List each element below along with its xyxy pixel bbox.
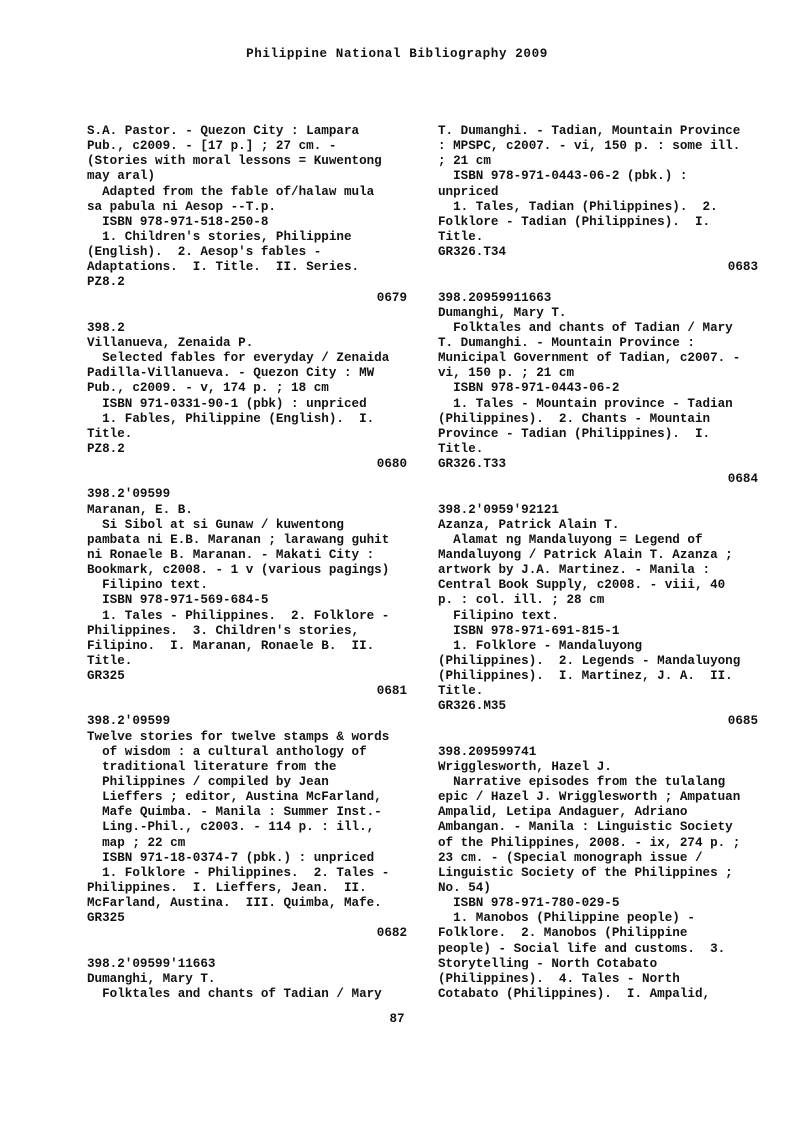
text-line: 1. Tales - Mountain province - Tadian [438,396,733,411]
text-line: epic / Hazel J. Wrigglesworth ; Ampatuan [438,790,741,805]
text-line: of wisdom : a cultural anthology of [87,744,367,759]
text-line: ISBN 978-971-0443-06-2 (pbk.) : [438,169,688,184]
text-line: Folklore - Tadian (Philippines). I. [438,214,711,229]
text-line: vi, 150 p. ; 21 cm [438,366,575,381]
text-line: sa pabula ni Aesop --T.p. [87,199,276,214]
text-line: Maranan, E. B. [87,502,193,517]
text-line [438,275,758,290]
text-line: Si Sibol at si Gunaw / kuwentong [87,517,344,532]
text-line: 1. Tales - Philippines. 2. Folklore - [87,608,390,623]
text-line [438,487,758,502]
text-line: Adaptations. I. Title. II. Series. [87,260,360,275]
text-line: : MPSPC, c2007. - vi, 150 p. : some ill. [438,139,741,154]
text-line: T. Dumanghi. - Mountain Province : [438,335,695,350]
text-line: (Philippines). 2. Chants - Mountain [438,411,711,426]
text-line: ISBN 978-971-691-815-1 [438,623,620,638]
text-line: Ampalid, Letipa Andaguer, Adriano [438,805,688,820]
text-line: Selected fables for everyday / Zenaida [87,351,390,366]
text-line: Title. [438,441,484,456]
text-line: Cotabato (Philippines). I. Ampalid, [438,987,711,1002]
text-line: 1. Children's stories, Philippine [87,229,352,244]
entry-number: 0685 [727,714,758,729]
text-line: 1. Fables, Philippine (English). I. [87,411,375,426]
entry-number: 0682 [376,926,407,941]
text-line: 23 cm. - (Special monograph issue / [438,850,703,865]
text-line: Pub., c2009. - [17 p.] ; 27 cm. - [87,139,337,154]
text-line [87,472,407,487]
text-line: GR326.M35 [438,699,507,714]
right-column [438,124,758,1002]
text-line: Folktales and chants of Tadian / Mary [87,987,382,1002]
text-line: 1. Folklore - Mandaluyong [438,638,643,653]
text-line: Dumanghi, Mary T. [87,971,216,986]
text-line: 1. Tales, Tadian (Philippines). 2. [438,199,718,214]
text-line: Folktales and chants of Tadian / Mary [438,320,733,335]
text-line: Filipino. I. Maranan, Ronaele B. II. [87,638,375,653]
text-line: Villanueva, Zenaida P. [87,335,254,350]
text-line: ; 21 cm [438,154,491,169]
text-line [87,306,407,321]
text-line: ni Ronaele B. Maranan. - Makati City : [87,547,375,562]
left-column [87,124,407,1002]
text-line: Azanza, Patrick Alain T. [438,517,620,532]
text-line: map ; 22 cm [87,835,186,850]
text-line [87,699,407,714]
text-line: (Philippines). 4. Tales - North [438,971,680,986]
page-number: 87 [389,1012,405,1026]
text-line: Ambangan. - Manila : Linguistic Society [438,820,733,835]
text-line: Title. [87,653,133,668]
text-line: 398.20959911663 [438,290,552,305]
page-header: Philippine National Bibliography 2009 [246,47,548,61]
entry-number: 0684 [727,472,758,487]
text-line: Province - Tadian (Philippines). I. [438,426,711,441]
text-line: of the Philippines, 2008. - ix, 274 p. ; [438,835,741,850]
text-line: 398.2 [87,320,125,335]
text-line: No. 54) [438,881,491,896]
text-line: GR325 [87,669,125,684]
entry-number: 0681 [376,684,407,699]
text-line: ISBN 978-971-780-029-5 [438,896,620,911]
text-line: (Stories with moral lessons = Kuwentong [87,154,382,169]
text-line: 398.2'09599'11663 [87,956,216,971]
text-line: Wrigglesworth, Hazel J. [438,759,612,774]
text-line: ISBN 971-18-0374-7 (pbk.) : unpriced [87,850,375,865]
text-line: Central Book Supply, c2008. - viii, 40 [438,578,726,593]
text-line: 398.209599741 [438,744,537,759]
text-line: McFarland, Austina. III. Quimba, Mafe. [87,896,382,911]
text-line: 398.2'0959'92121 [438,502,559,517]
text-line: Twelve stories for twelve stamps & words [87,729,390,744]
text-line: Mafe Quimba. - Manila : Summer Inst.- [87,805,382,820]
text-line: ISBN 971-0331-90-1 (pbk) : unpriced [87,396,367,411]
text-line: Narrative episodes from the tulalang [438,775,726,790]
text-line: 1. Folklore - Philippines. 2. Tales - [87,865,390,880]
text-line: 398.2'09599 [87,714,171,729]
text-line: 398.2'09599 [87,487,171,502]
text-line: pambata ni E.B. Maranan ; larawang guhit [87,532,390,547]
entry-number: 0680 [376,457,407,472]
text-line: (English). 2. Aesop's fables - [87,245,322,260]
text-line: ISBN 978-971-569-684-5 [87,593,269,608]
text-line [438,730,758,745]
text-line: Bookmark, c2008. - 1 v (various pagings) [87,563,390,578]
text-line: Pub., c2009. - v, 174 p. ; 18 cm [87,381,329,396]
text-line: Title. [438,229,484,244]
text-line: Mandaluyong / Patrick Alain T. Azanza ; [438,547,733,562]
text-line: Filipino text. [87,578,208,593]
text-line: (Philippines). I. Martinez, J. A. II. [438,669,733,684]
text-line: Alamat ng Mandaluyong = Legend of [438,532,703,547]
text-line: Dumanghi, Mary T. [438,305,567,320]
text-line: p. : col. ill. ; 28 cm [438,593,605,608]
text-line: Title. [87,426,133,441]
entry-number: 0679 [376,290,407,305]
text-line: S.A. Pastor. - Quezon City : Lampara [87,124,360,138]
text-line: traditional literature from the [87,759,337,774]
text-line: Municipal Government of Tadian, c2007. - [438,351,741,366]
text-line: GR325 [87,911,125,926]
text-line: may aral) [87,169,156,184]
text-line: Philippines. I. Lieffers, Jean. II. [87,881,367,896]
text-line: Philippines. 3. Children's stories, [87,623,360,638]
text-line: Filipino text. [438,608,559,623]
text-line: PZ8.2 [87,275,125,290]
text-line: unpriced [438,184,499,199]
text-line: Ling.-Phil., c2003. - 114 p. : ill., [87,820,375,835]
text-line: Storytelling - North Cotabato [438,956,658,971]
text-line: (Philippines). 2. Legends - Mandaluyong [438,653,741,668]
text-line: Linguistic Society of the Philippines ; [438,865,733,880]
text-line: GR326.T34 [438,245,507,260]
text-line: Padilla-Villanueva. - Quezon City : MW [87,366,375,381]
text-line: ISBN 978-971-0443-06-2 [438,381,620,396]
text-line: PZ8.2 [87,441,125,456]
text-line: Title. [438,684,484,699]
text-line: 1. Manobos (Philippine people) - [438,911,695,926]
text-line: artwork by J.A. Martinez. - Manila : [438,563,711,578]
text-line: Philippines / compiled by Jean [87,775,329,790]
entry-number: 0683 [727,260,758,275]
text-line [87,942,407,957]
text-line: ISBN 978-971-518-250-8 [87,214,269,229]
text-line: Folklore. 2. Manobos (Philippine [438,926,688,941]
text-line: T. Dumanghi. - Tadian, Mountain Province [438,124,741,138]
text-line: Lieffers ; editor, Austina McFarland, [87,790,382,805]
text-line: GR326.T33 [438,457,507,472]
text-line: Adapted from the fable of/halaw mula [87,184,375,199]
text-line: people) - Social life and customs. 3. [438,941,726,956]
